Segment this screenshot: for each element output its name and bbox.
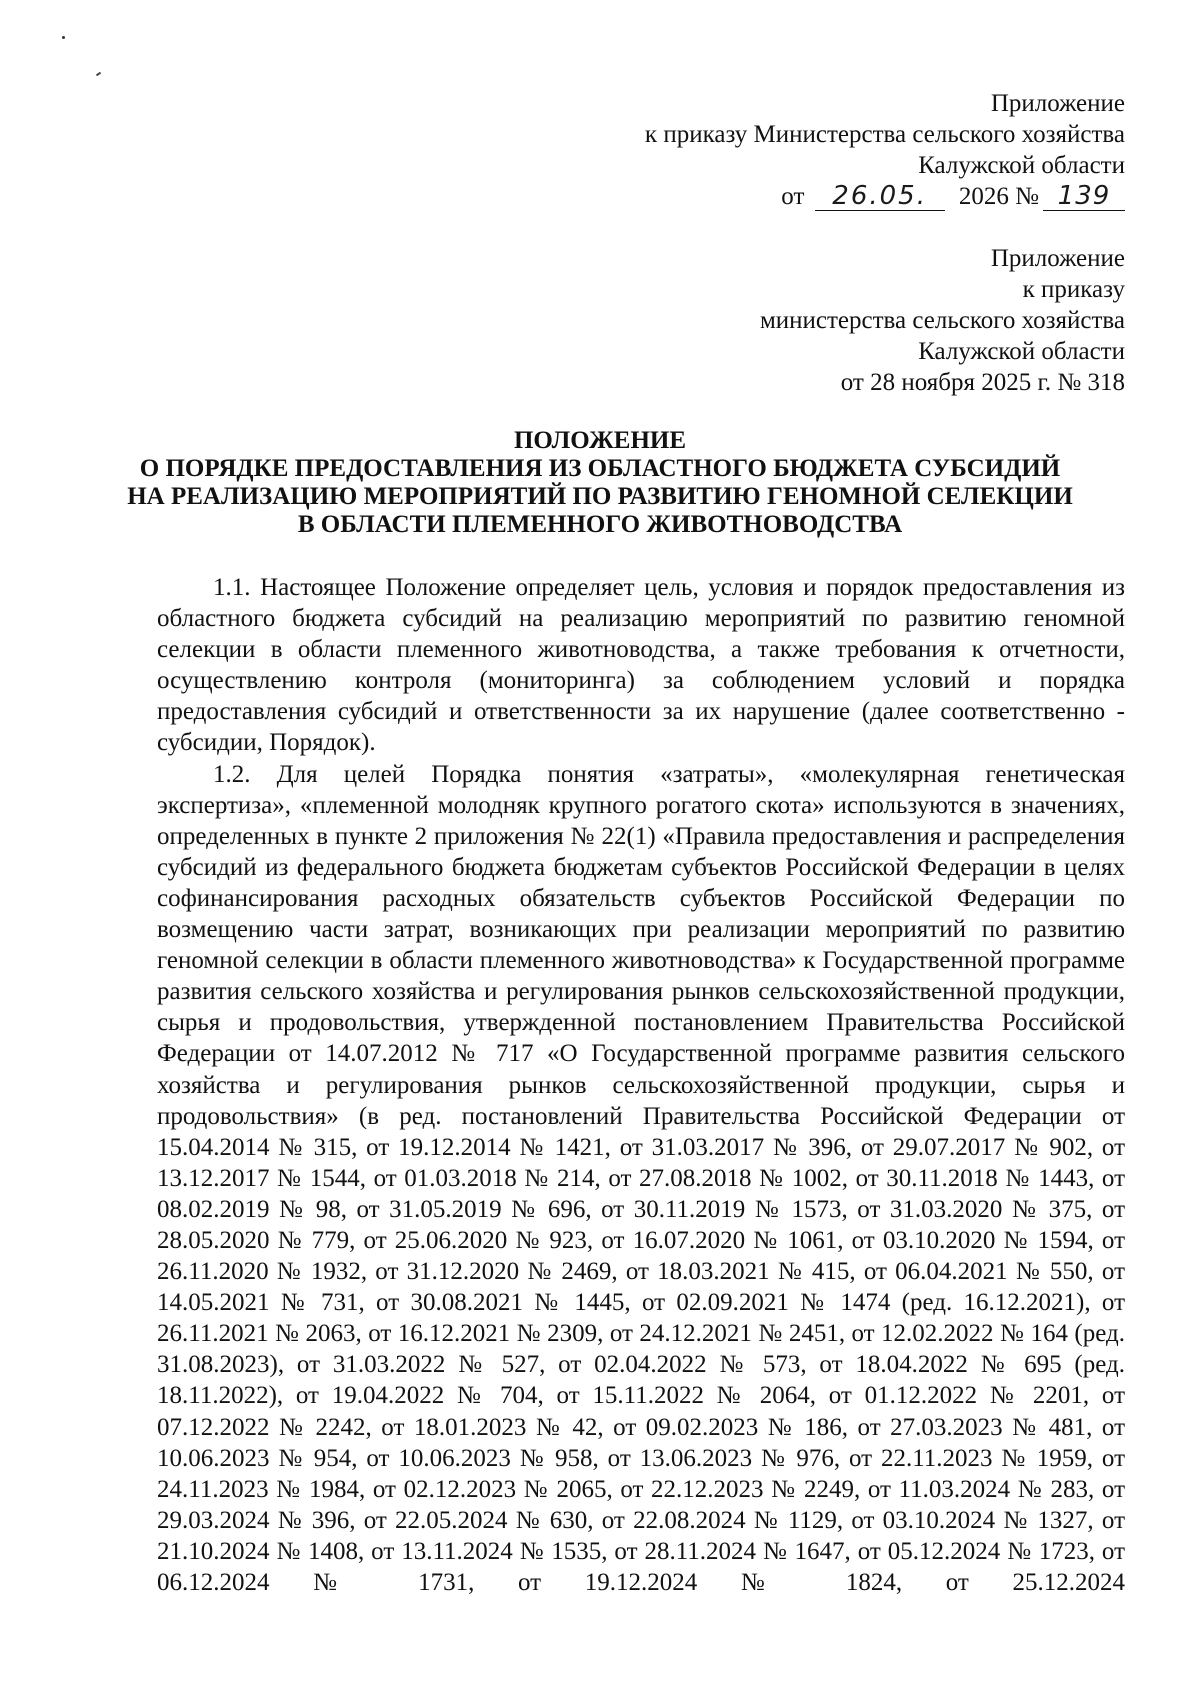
order-reference: к приказу Министерства сельского хозяйства [644,121,1125,148]
ministry-name: министерства сельского хозяйства [759,307,1125,334]
handwritten-number: 139 [1043,183,1125,211]
title-line-4: В ОБЛАСТИ ПЛЕМЕННОГО ЖИВОТНОВОДСТВА [297,511,903,538]
date-prefix: от [781,183,805,210]
title-line-1: ПОЛОЖЕНИЕ [513,427,687,454]
order-year: 2026 [958,183,1009,210]
title-line-3: НА РЕАЛИЗАЦИЮ МЕРОПРИЯТИЙ ПО РАЗВИТИЮ ГЕНОМНОЙ СЕЛЕКЦИИ [127,483,1073,510]
order-reference: к приказу [1022,276,1125,303]
paragraph-1-2: 1.2. Для целей Порядка понятия «затраты», «молекулярная генетическая экспертиза», «племенной молодняк крупного рогатого скота» используются в значениях, определенных в пункте 2 приложения № 22(1) «Правила предоставления и распределения субсидий из федерального бюджета бюджетам субъектов Российской Федерации в целях софинансирования расходных обязательств субъектов Российской Федерации по возмещению части затрат, возникающих при реализации мероприятий по развитию геномной селекции в области племенного животноводства» к Государственной программе развития сельского хозяйства и регулирования рынков сельскохозяйственной продукции, сырья и продовольствия, утвержденной постановлением Правительства Российской Федерации от 14.07.2012 № 717 «О Государственной программе развития сельского хозяйства и регулирования рынков сельскохозяйственной продукции, сырья и продовольствия» (в ред. постановлений Правительства Российской Федерации от 15.04.2014 № 315, от 19.12.2014 № 1421, от 31.03.2017 № 396, от 29.07.2017 № 902, от 13.12.2017 № 1544, от 01.03.2018 № 214, от 27.08.2018 № 1002, от 30.11.2018 № 1443, от 08.02.2019 № 98, от 31.05.2019 № 696, от 30.11.2019 № 1573, от 31.03.2020 № 375, от 28.05.2020 № 779, от 25.06.2020 № 923, от 16.07.2020 № 1061, от 03.10.2020 № 1594, от 26.11.2020 № 1932, от 31.12.2020 № 2469, от 18.03.2021 № 415, от 06.04.2021 № 550, от 14.05.2021 № 731, от 30.08.2021 № 1445, от 02.09.2021 № 1474 (ред. 16.12.2021), от 26.11.2021 № 2063, от 16.12.2021 № 2309, от 24.12.2021 № 2451, от 12.02.2022 № 164 (ред. 31.08.2023), от 31.03.2022 № 527, от 02.04.2022 № 573, от 18.04.2022 № 695 (ред. 18.11.2022), от 19.04.2022 № 704, от 15.11.2022 № 2064, от 01.12.2022 № 2201, от 07.12.2022 № 2242, от 18.01.2023 № 42, от 09.02.2023 № 186, от 27.03.2023 № 481, от 10.06.2023 № 954, от 10.06.2023 № 958, от 13.06.2023 № 976, от 22.11.2023 № 1959, от 24.11.2023 № 1984, от 02.12.2023 № 2065, от 22.12.2023 № 2249, от 11.03.2024 № 283, от 29.03.2024 № 396, от 22.05.2024 № 630, от 22.08.2024 № 1129, от 03.10.2024 № 1327, от 21.10.2024 № 1408, от 13.11.2024 № 1535, от 28.11.2024 № 1647, от 05.12.2024 № 1723, от 06.12.2024 № 1731, от 19.12.2024 № 1824, от 25.12.2024 [157,760,1125,1596]
scan-mark [96,72,101,77]
order-date: от 28 ноября 2025 г. № 318 [840,369,1125,396]
region-name: Калужской области [918,338,1125,365]
region-name: Калужской области [918,152,1125,179]
document-body [157,572,1125,1598]
title-line-2: О ПОРЯДКЕ ПРЕДОСТАВЛЕНИЯ ИЗ ОБЛАСТНОГО БЮДЖЕТА СУБСИДИЙ [139,455,1061,482]
scan-speck [62,36,65,39]
appendix-label: Приложение [990,90,1125,117]
appendix-header-original [760,243,1125,398]
document-title [0,427,1200,539]
appendix-header-current [645,88,1125,212]
appendix-label: Приложение [990,245,1125,272]
paragraph-1-1: 1.1. Настоящее Положение определяет цель, условия и порядок предоставления из областного бюджета субсидий на реализацию мероприятий по развитию геномной селекции в области племенного животноводства, а также требования к отчетности, осуществлению контроля (мониторинга) за соблюдением условий и порядка предоставления субсидий и ответственности за их нарушение (далее соответственно - субсидии, Порядок). [157,574,1125,757]
order-date-line [645,181,1125,212]
handwritten-date: 26.05. [815,183,945,211]
number-sign: № [1015,183,1039,210]
